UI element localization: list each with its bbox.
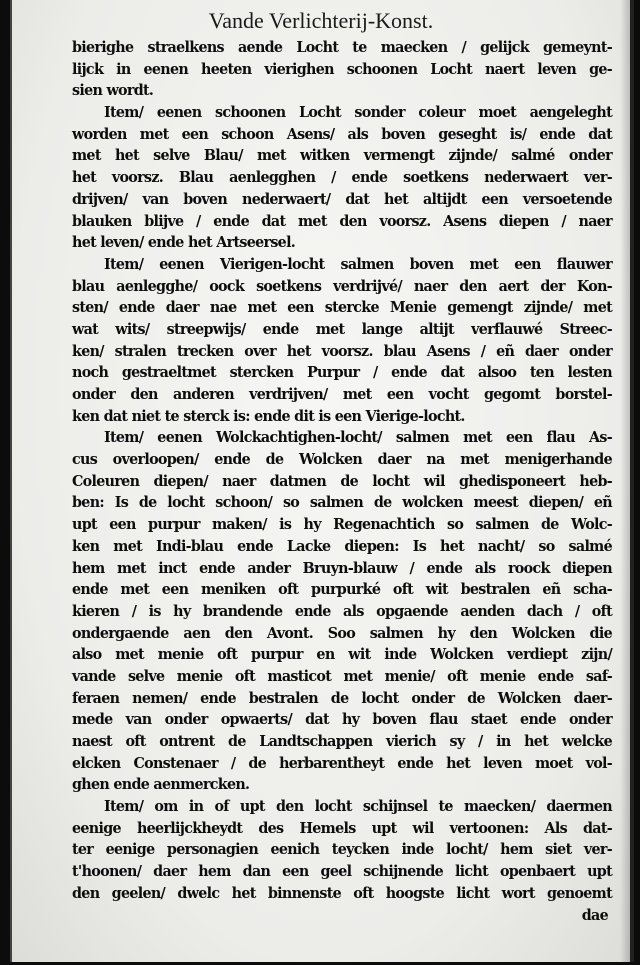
text-line: mede van onder opwaerts/ dat hy boven flau staet ende onder — [72, 711, 612, 729]
text-line: ende met een meniken oft purpurké oft wit bestralen eñ scha- — [72, 581, 612, 599]
text-line: worden met een schoon Asens/ als boven geseght is/ ende dat — [72, 126, 612, 144]
text-line: het leven/ ende het Artseersel. — [72, 234, 296, 252]
text-line: Item/ eenen Wolckachtighen-locht/ salmen met een flau As- — [104, 429, 612, 447]
text-line: ken dat niet te sterck is: ende dit is een Vierige-locht. — [72, 408, 465, 426]
text-line: ondergaende aen den Avont. Soo salmen hy den Wolcken die — [72, 625, 612, 642]
text-line: kieren / is hy brandende ende als opgaende aenden dach / oft — [72, 603, 612, 621]
text-line: sten/ ende daer nae met een stercke Menie gemengt zijnde/ met — [72, 299, 612, 317]
text-line: wat wits/ streepwijs/ ende met lange altijt verflauwé Streec- — [72, 321, 612, 339]
text-line: Coleuren diepen/ naer datmen de locht wil ghedisponeert heb- — [72, 473, 612, 491]
text-line: drijven/ van boven nederwaert/ dat het altijdt een versoetende — [72, 191, 612, 209]
text-line: elcken Constenaer / de herbarentheyt ende het leven moet vol- — [72, 755, 612, 773]
text-line: blauken blijve / ende dat met den voorsz. Asens diepen / naer — [72, 213, 612, 230]
text-line: ter eenige personagien eenich teycken inde locht/ hem siet ver- — [72, 841, 612, 859]
text-line: upt een purpur maken/ is hy Regenachtich so salmen de Wolc- — [72, 516, 612, 534]
text-line: Item/ eenen Vierigen-locht salmen boven met een flauwer — [104, 256, 612, 274]
text-line: blau aenlegghe/ oock soetkens verdrijvé/ naer den aert der Kon- — [72, 278, 612, 295]
text-line: t'hoonen/ daer hem dan een geel schijnende licht openbaert upt — [72, 863, 612, 881]
text-line: lijck in eenen heeten vierighen schoonen Locht naert leven ge- — [72, 61, 612, 79]
body-text — [72, 38, 612, 927]
text-line: ghen ende aenmercken. — [72, 776, 250, 794]
text-line: eenige heerlijckheydt des Hemels upt wil vertoonen: Als dat- — [72, 820, 612, 838]
text-line: het voorsz. Blau aenlegghen / ende soetkens nederwaert ver- — [72, 169, 612, 187]
text-line: vande selve menie oft masticot met menie/ oft menie ende saf- — [72, 668, 612, 686]
book-page — [10, 0, 634, 962]
text-line: sien wordt. — [72, 82, 154, 100]
text-line: cus overloopen/ ende de Wolcken daer na met menigerhande — [72, 451, 612, 469]
text-line: noch gestraeltmet stercken Purpur / ende dat alsoo ten lesten — [72, 364, 612, 382]
catchword: dae — [581, 907, 608, 924]
text-line: ben: Is de locht schoon/ so salmen de wolcken meest diepen/ eñ — [72, 494, 612, 512]
text-line: hem met inct ende ander Bruyn-blauw / ende als roock diepen — [72, 560, 612, 577]
text-line: den geelen/ dwelc het binnenste oft hoogste licht wort genoemt — [72, 885, 612, 903]
text-line: bierighe straelkens aende Locht te maecken / gelijck gemeynt- — [72, 39, 612, 57]
text-line: met het selve Blau/ met witken vermengt zijnde/ salmé onder — [72, 147, 612, 165]
text-line: Item/ om in of upt den locht schijnsel te maecken/ daermen — [104, 798, 612, 816]
text-line: Item/ eenen schoonen Locht sonder coleur moet aengeleght — [104, 104, 612, 122]
running-head: Vande Verlichterij-Konst. — [208, 8, 434, 33]
text-line: naest oft ontrent de Landtschappen vierich sy / in het welcke — [72, 733, 612, 751]
text-line: ken met Indi-blau ende Lacke diepen: Is het nacht/ so salmé — [72, 538, 612, 556]
text-line: ken/ stralen trecken over het voorsz. blau Asens / eñ daer onder — [72, 343, 612, 360]
text-line: onder den anderen verdrijven/ met een vocht gegomt borstel- — [72, 386, 612, 404]
text-line: also met menie oft purpur en wit inde Wolcken verdiept zijn/ — [72, 646, 612, 664]
text-line: feraen nemen/ ende bestralen de locht onder de Wolcken daer- — [72, 690, 612, 707]
